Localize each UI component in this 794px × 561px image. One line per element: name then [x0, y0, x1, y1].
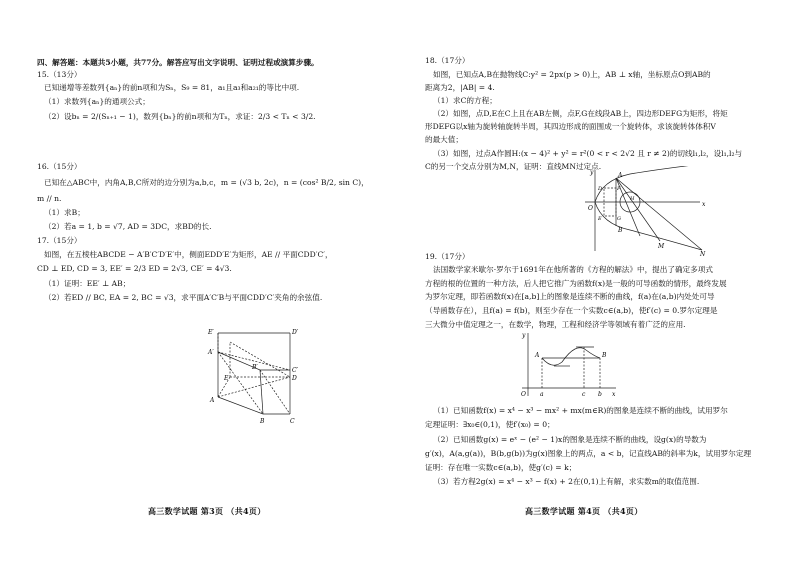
- label-A: A: [210, 397, 215, 404]
- q19-line: （3）若方程2g(x) = x⁴ − x³ − f(x) + 2在(0,1)上有解，求实数m的取值范围.: [433, 477, 700, 486]
- q17-number: 17.（15分）: [37, 236, 82, 245]
- label-B1: B′: [252, 364, 258, 371]
- prism-figure: [200, 322, 310, 427]
- label-A: A: [535, 352, 540, 359]
- label-b: b: [598, 391, 602, 398]
- label-H: H: [630, 196, 635, 202]
- section-heading: 四、解答题：本题共5小题，共77分。解答应写出文字说明、证明过程或演算步骤。: [37, 58, 319, 67]
- q15-line: （1）求数列{aₙ}的通项公式；: [44, 97, 150, 106]
- q17-line: （1）证明：EE′ ⊥ AB；: [44, 279, 131, 288]
- q16-line: （1）求B；: [44, 208, 85, 217]
- page-footer: 高三数学试题 第4页 （共4页）: [525, 506, 643, 516]
- label-O: O: [521, 391, 526, 398]
- q18-line: 如图，已知点A,B在抛物线C:y² = 2px(p > 0)上，AB ⊥ x轴，坐标原点O到AB的: [433, 70, 711, 79]
- label-c: c: [582, 391, 586, 398]
- q16-line: （2）若a = 1, b = √7, AD = 3DC，求BD的长.: [44, 222, 212, 231]
- q19-line: 定理证明：∃x₀∈(0,1)，使f′(x₀) = 0；: [425, 420, 555, 429]
- label-M: M: [658, 243, 665, 250]
- label-a: a: [540, 391, 544, 398]
- label-y: y: [590, 169, 594, 176]
- q19-number: 19.（17分）: [425, 252, 470, 261]
- q18-line: 距离为2，|AB| = 4.: [425, 83, 495, 92]
- label-x: x: [702, 201, 706, 208]
- label-O: O: [588, 205, 593, 212]
- rolle-figure: [520, 330, 620, 400]
- q18-line: 的最大值；: [425, 135, 463, 144]
- label-D: D: [598, 186, 603, 192]
- label-A1: A′: [208, 349, 214, 356]
- q17-line: （2）若ED // BC, EA = 2, BC = √3，求平面A′C′B与平面CDD′C′夹角的余弦值.: [44, 293, 323, 302]
- label-C: C: [290, 418, 295, 425]
- label-A: A: [618, 172, 623, 179]
- label-B: B: [602, 352, 607, 359]
- label-y: y: [522, 332, 526, 339]
- q19-line: （2）已知函数g(x) = eˣ − (e² − 1)x的图象是连续不断的曲线，设g(x)的导数为: [433, 435, 707, 444]
- label-N: N: [700, 251, 706, 256]
- label-C1: C′: [292, 367, 298, 374]
- q19-line: 证明：存在唯一实数c∈(a,b)，使g′(c) = k；: [425, 463, 577, 472]
- q15-line: 已知递增等差数列{aₙ}的前n项和为Sₙ，S₉ = 81，a₁且a₃和a₂₁的等比中项.: [44, 83, 300, 92]
- page-footer: 高三数学试题 第3页 （共4页）: [148, 506, 266, 516]
- q15-number: 15.（13分）: [37, 70, 82, 79]
- label-D: D: [292, 375, 297, 382]
- q19-line: 方程的根的位置的一种方法，后人把它推广为函数f(x)是一般的可导函数的情形，最终发展: [425, 279, 727, 288]
- q19-line: （1）已知函数f(x) = x⁴ − x³ − mx² + mx(m∈R)的图象是连续不断的曲线，试用罗尔: [433, 406, 728, 415]
- q18-line: （3）如图，过点A作圆H:(x − 4)² + y² = r²(0 < r < 2√2 且 r ≠ 2)的切线l₁,l₂，设l₁,l₂与: [433, 149, 743, 158]
- q18-line: （2）如图，点D,E在C上且在AB左侧，点F,G在线段AB上，四边形DEFG为矩形，将矩: [433, 109, 728, 118]
- label-F: F: [617, 186, 621, 192]
- q17-line: CD ⊥ ED, CD = 3, EE′ = 2/3 ED = 2√3, CE′ = 4√3.: [37, 264, 232, 273]
- label-E: E: [224, 375, 229, 382]
- label-x: x: [612, 391, 616, 398]
- q19-line: g′(x)，A(a,g(a))，B(b,g(b))为g(x)图象上的两点，a < b，记直线AB的斜率为k，试用罗尔定理: [425, 449, 752, 458]
- q19-line: 三大微分中值定理之一，在数学，物理，工程和经济学等领域有着广泛的应用.: [425, 320, 686, 329]
- q18-number: 18.（17分）: [425, 56, 470, 65]
- q19-line: （导函数存在），且f(a) = f(b)，则至少存在一个实数c∈(a,b)，使f′(c) = 0.罗尔定理是: [425, 306, 718, 315]
- q18-line: 形DEFG以x轴为旋转轴旋转半周，其四边形成的面围成一个旋转体，求该旋转体体积V: [425, 122, 716, 131]
- q16-number: 16.（15分）: [37, 162, 82, 171]
- q18-line: （1）求C的方程；: [433, 96, 497, 105]
- parabola-figure: [580, 166, 710, 256]
- q17-line: 如图，在五棱柱ABCDE − A′B′C′D′E′中，侧面EDD′E′为矩形，AE // 平面CDD′C′，: [44, 250, 333, 259]
- q19-line: 为罗尔定理，即若函数f(x)在[a,b]上的图象是连续不断的曲线，f(a)在(a,b)内处处可导: [425, 292, 715, 301]
- q15-line: （2）设bₙ = 2/(Sₙ₊₁ − 1)，数列{bₙ}的前n项和为Tₙ，求证：2/3 < Tₙ < 3/2.: [44, 112, 316, 121]
- label-D1: D′: [292, 329, 299, 336]
- page-4: [397, 0, 794, 561]
- label-E: E: [598, 216, 602, 222]
- label-E1: E′: [208, 329, 214, 336]
- label-G: G: [617, 216, 621, 222]
- label-B: B: [260, 418, 265, 425]
- q16-line: 已知在△ABC中，内角A,B,C所对的边分别为a,b,c，m = (√3 b, 2c)，n = (cos² B/2, sin C)，: [44, 178, 369, 187]
- q16-line: m // n.: [37, 194, 62, 203]
- q18-line: C的另一个交点分别为M,N，证明：直线MN过定点.: [425, 162, 602, 171]
- q19-line: 法国数学家米歇尔·罗尔于1691年在他所著的《方程的解法》中，提出了确定多项式: [433, 265, 713, 274]
- label-B: B: [618, 227, 623, 234]
